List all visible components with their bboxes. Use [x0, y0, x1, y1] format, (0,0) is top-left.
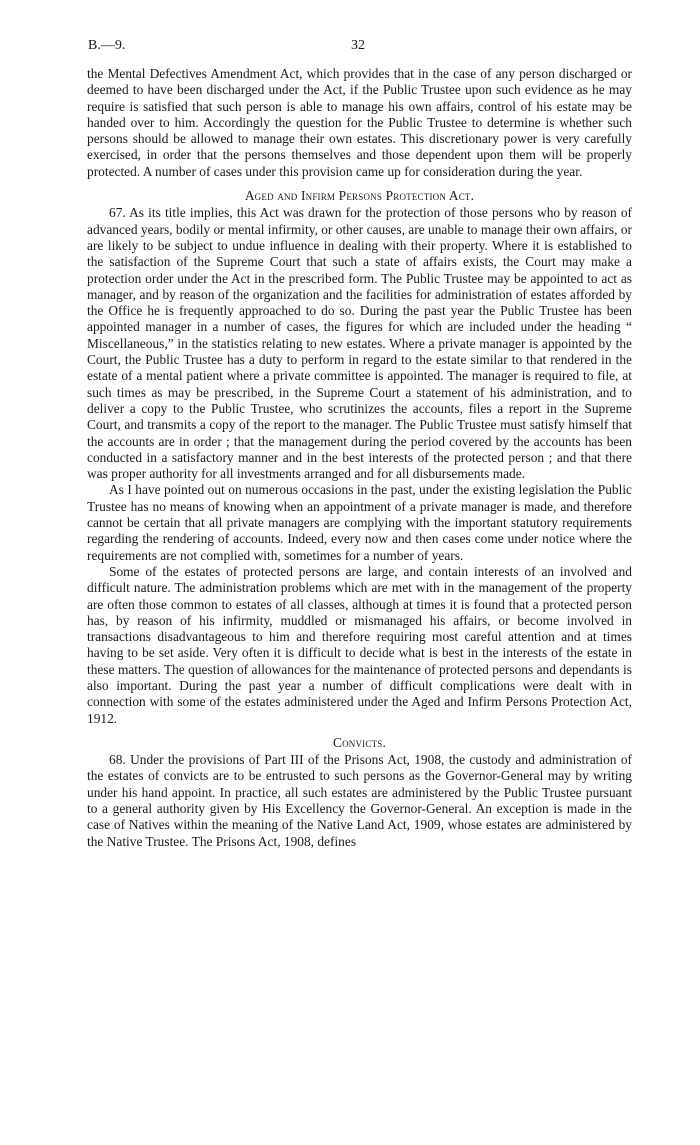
paragraph-67: 67. As its title implies, this Act was drawn for the protection of those persons who by reason of advanced years, bodily or mental infirmity, or other causes, are unable to manage their own affairs, or are likely to be subject to undue influence in dealing with their property. Where it is established to the satisfaction of the Supreme Court that such a state of affairs exists, the Court may make a protection order under the Act in the prescribed form. The Public Trustee may be appointed to act as manager, and by reason of the organization and the facilities for administration of estates afforded by the Office he is frequently approached to do so. During the past year the Public Trustee has been appointed manager in a number of cases, the figures for which are included under the heading “ Miscellaneous,” in the statistics relating to new estates. Where a private manager is appointed by the Court, the Public Trustee has a duty to perform in regard to the estate similar to that rendered in the estate of a mental patient where a private committee is appointed. The manager is required to file, at such times as may be prescribed, in the Supreme Court a statement of his administration, and to deliver a copy to the Public Trustee, who scrutinizes the accounts, files a report in the Supreme Court, and transmits a copy of the report to the manager. The Public Trustee must satisfy himself that the accounts are in order ; that the management during the period covered by the accounts has been conducted in a satisfactory manner and in the best interests of the protected person ; and that there was proper authority for all investments arranged and for all disbursements made.	[87, 205, 632, 482]
page-body	[87, 66, 632, 850]
paragraph-protected-estates: Some of the estates of protected persons are large, and contain interests of an involved and difficult nature. The administration problems which are met with in the management of the property are often those common to estates of all classes, although at times it is found that a protected person has, by reason of his infirmity, muddled or mismanaged his affairs, or become involved in transactions disadvantageous to him and therefore requiring most careful attention and at times having to be set aside. Very often it is difficult to decide what is best in the interests of the estate in these matters. The question of allowances for the maintenance of protected persons and dependants is also important. During the past year a number of difficult complications were dealt with in connection with some of the estates administered under the Aged and Infirm Persons Protection Act, 1912.	[87, 563, 632, 726]
paragraph-continued: the Mental Defectives Amendment Act, which provides that in the case of any person discharged or deemed to have been discharged under the Act, if the Public Trustee upon such evidence as he may require is satisfied that such person is able to manage his own affairs, control of his estate may be handed over to him. Accordingly the question for the Public Trustee to determine is whether such persons should be allowed to manage their own estates. This discretionary power is very carefully exercised, in order that the persons themselves and those dependent upon them will be properly protected. A number of cases under this provision came up for consideration during the year.	[87, 66, 632, 179]
section-heading-aged-infirm: Aged and Infirm Persons Protection Act.	[244, 188, 475, 204]
paragraph-private-managers: As I have pointed out on numerous occasions in the past, under the existing legislation the Public Trustee has no means of knowing when an appointment of a private manager is made, and therefore cannot be certain that all private managers are complying with the important statutory requirements regarding the rendering of accounts. Indeed, every now and then cases come under notice where the requirements are not complied with, sometimes for a number of years.	[87, 482, 632, 563]
document-reference: B.—9.	[88, 38, 126, 53]
section-heading-convicts: Convicts.	[332, 734, 387, 750]
page-number: 32	[351, 38, 365, 53]
paragraph-68: 68. Under the provisions of Part III of the Prisons Act, 1908, the custody and administration of the estates of convicts are to be entrusted to such persons as the Governor-General may by writing under his hand appoint. In practice, all such estates are administered by the Public Trustee pursuant to a general authority given by His Excellency the Governor-General. An exception is made in the case of Natives within the meaning of the Native Land Act, 1909, whose estates are administered by the Native Trustee. The Prisons Act, 1908, defines	[87, 752, 632, 849]
page-header	[88, 38, 628, 58]
